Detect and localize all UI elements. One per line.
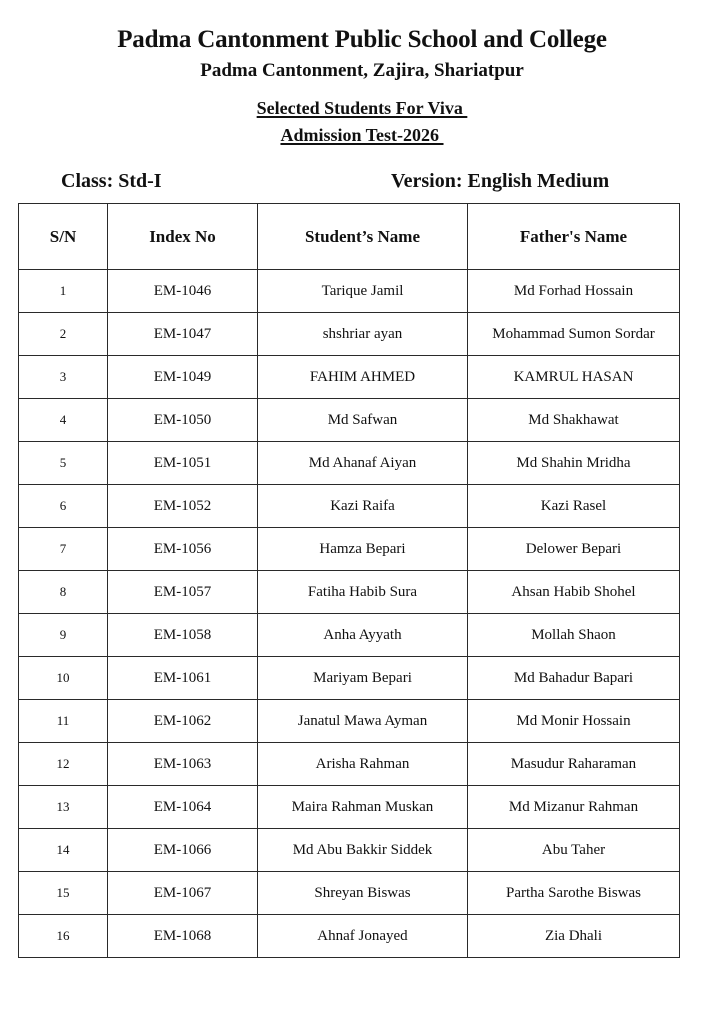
exam-heading	[0, 124, 724, 146]
list-heading	[0, 97, 724, 119]
cell-student-name: Tarique Jamil	[258, 270, 468, 313]
cell-student-name: Mariyam Bepari	[258, 657, 468, 700]
column-header-sn: S/N	[19, 204, 108, 270]
cell-student-name: Shreyan Biswas	[258, 872, 468, 915]
cell-index-no: EM-1051	[108, 442, 258, 485]
cell-index-no: EM-1066	[108, 829, 258, 872]
cell-father-name: Mohammad Sumon Sordar	[468, 313, 680, 356]
cell-father-name: Partha Sarothe Biswas	[468, 872, 680, 915]
cell-sn: 15	[19, 872, 108, 915]
cell-index-no: EM-1052	[108, 485, 258, 528]
cell-student-name: FAHIM AHMED	[258, 356, 468, 399]
table-row	[19, 270, 680, 313]
table-row	[19, 528, 680, 571]
cell-student-name: shshriar ayan	[258, 313, 468, 356]
cell-index-no: EM-1063	[108, 743, 258, 786]
cell-sn: 1	[19, 270, 108, 313]
cell-index-no: EM-1057	[108, 571, 258, 614]
cell-student-name: Janatul Mawa Ayman	[258, 700, 468, 743]
table-row	[19, 786, 680, 829]
cell-sn: 14	[19, 829, 108, 872]
table-row	[19, 442, 680, 485]
cell-student-name: Md Abu Bakkir Siddek	[258, 829, 468, 872]
table-row	[19, 399, 680, 442]
cell-father-name: Delower Bepari	[468, 528, 680, 571]
cell-father-name: Masudur Raharaman	[468, 743, 680, 786]
table-row	[19, 313, 680, 356]
cell-student-name: Fatiha Habib Sura	[258, 571, 468, 614]
cell-sn: 8	[19, 571, 108, 614]
cell-father-name: Md Bahadur Bapari	[468, 657, 680, 700]
cell-student-name: Arisha Rahman	[258, 743, 468, 786]
cell-student-name: Md Ahanaf Aiyan	[258, 442, 468, 485]
cell-father-name: Md Shahin Mridha	[468, 442, 680, 485]
cell-father-name: Abu Taher	[468, 829, 680, 872]
column-header-father-name: Father's Name	[468, 204, 680, 270]
table-row	[19, 829, 680, 872]
column-header-index: Index No	[108, 204, 258, 270]
table-row	[19, 915, 680, 958]
cell-sn: 13	[19, 786, 108, 829]
cell-sn: 2	[19, 313, 108, 356]
cell-sn: 6	[19, 485, 108, 528]
cell-index-no: EM-1049	[108, 356, 258, 399]
cell-sn: 12	[19, 743, 108, 786]
cell-sn: 16	[19, 915, 108, 958]
cell-student-name: Md Safwan	[258, 399, 468, 442]
table-row	[19, 872, 680, 915]
cell-father-name: Md Shakhawat	[468, 399, 680, 442]
cell-sn: 4	[19, 399, 108, 442]
cell-index-no: EM-1062	[108, 700, 258, 743]
cell-student-name: Kazi Raifa	[258, 485, 468, 528]
list-heading-text: Selected Students For Viva	[256, 98, 468, 118]
table-row	[19, 356, 680, 399]
cell-father-name: Md Monir Hossain	[468, 700, 680, 743]
cell-index-no: EM-1061	[108, 657, 258, 700]
cell-index-no: EM-1064	[108, 786, 258, 829]
cell-index-no: EM-1056	[108, 528, 258, 571]
cell-father-name: Md Forhad Hossain	[468, 270, 680, 313]
cell-index-no: EM-1050	[108, 399, 258, 442]
cell-index-no: EM-1046	[108, 270, 258, 313]
institution-title: Padma Cantonment Public School and College	[117, 26, 607, 53]
cell-student-name: Maira Rahman Muskan	[258, 786, 468, 829]
class-label: Class: Std-I	[61, 170, 162, 192]
cell-father-name: Zia Dhali	[468, 915, 680, 958]
table-row	[19, 571, 680, 614]
cell-father-name: Kazi Rasel	[468, 485, 680, 528]
table-row	[19, 614, 680, 657]
cell-sn: 11	[19, 700, 108, 743]
cell-sn: 7	[19, 528, 108, 571]
cell-student-name: Anha Ayyath	[258, 614, 468, 657]
table-body	[19, 270, 680, 958]
cell-sn: 5	[19, 442, 108, 485]
selected-students-table	[18, 203, 680, 958]
cell-father-name: KAMRUL HASAN	[468, 356, 680, 399]
cell-index-no: EM-1067	[108, 872, 258, 915]
cell-index-no: EM-1068	[108, 915, 258, 958]
cell-sn: 9	[19, 614, 108, 657]
cell-sn: 10	[19, 657, 108, 700]
exam-heading-text: Admission Test-2026	[280, 125, 444, 145]
table-row	[19, 700, 680, 743]
column-header-student-name: Student’s Name	[258, 204, 468, 270]
cell-index-no: EM-1047	[108, 313, 258, 356]
table-row	[19, 743, 680, 786]
cell-father-name: Ahsan Habib Shohel	[468, 571, 680, 614]
cell-student-name: Hamza Bepari	[258, 528, 468, 571]
institution-address: Padma Cantonment, Zajira, Shariatpur	[200, 60, 524, 81]
cell-student-name: Ahnaf Jonayed	[258, 915, 468, 958]
cell-father-name: Mollah Shaon	[468, 614, 680, 657]
version-label: Version: English Medium	[391, 170, 610, 192]
table-header-row	[19, 204, 680, 270]
cell-sn: 3	[19, 356, 108, 399]
cell-father-name: Md Mizanur Rahman	[468, 786, 680, 829]
table-row	[19, 485, 680, 528]
cell-index-no: EM-1058	[108, 614, 258, 657]
table-row	[19, 657, 680, 700]
